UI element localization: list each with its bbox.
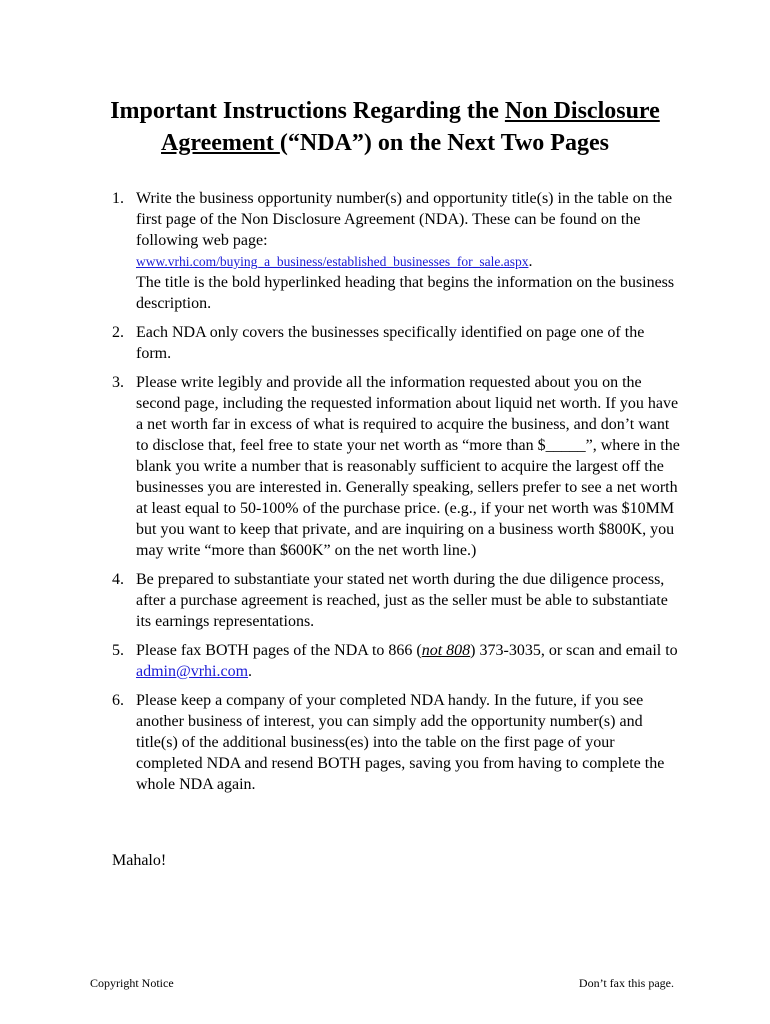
- footer-note: Don’t fax this page.: [578, 976, 674, 990]
- item-number: 4.: [112, 571, 124, 588]
- item-text: Be prepared to substantiate your stated net worth during the due diligence process, after a purchase agreement is reached, just as the seller must be able to substantiate its earnings representations.: [136, 571, 668, 630]
- item-text: Each NDA only covers the businesses specifically identified on page one of the form.: [136, 324, 645, 362]
- title-line1-underlined: Non Disclosure: [504, 98, 660, 124]
- item-number: 1.: [112, 190, 124, 207]
- list-item: [0, 690, 682, 795]
- item-number: 2.: [112, 324, 124, 341]
- title-line1-text: Important Instructions Regarding the: [110, 98, 505, 124]
- list-item: [0, 188, 682, 314]
- item-text: Please keep a company of your completed NDA handy. In the future, if you see another business of interest, you can simply add the opportunity number(s) and title(s) of the additional business(es) into the table on the first page of your completed NDA and resend BOTH pages, saving you from having to complete the whole NDA again.: [136, 692, 665, 793]
- closing-text: Mahalo!: [112, 852, 167, 869]
- list-item: [0, 322, 682, 364]
- item-number: 3.: [112, 374, 124, 391]
- list-item: [0, 569, 682, 632]
- footer-copyright: Copyright Notice: [90, 976, 174, 990]
- page-title: [60, 95, 710, 159]
- instructions-list: [0, 188, 770, 803]
- list-item: [0, 640, 682, 682]
- item-text: ) 373-3035, or scan and email to: [470, 642, 678, 659]
- link-suffix: .: [528, 253, 533, 270]
- title-line2-text: (“NDA”) on the Next Two Pages: [279, 130, 609, 156]
- listings-link[interactable]: www.vrhi.com/buying_a_business/established_businesses_for_sale.aspx: [136, 254, 529, 269]
- title-line2-underlined: Agreement: [161, 130, 280, 156]
- item-text: Please write legibly and provide all the information requested about you on the second page, including the requested information about liquid net worth. If you have a net worth far in excess of what is required to acquire the business, and don’t want to disclose that, feel free to state your net worth as “more than $_____”, where in the blank you write a number that is reasonably sufficient to acquire the largest off the businesses you are interested in. Generally speaking, sellers prefer to see a net worth at least equal to 50-100% of the purchase price. (e.g., if your net worth was $10MM but you want to keep that private, and are inquiring on a business worth $800K, you may write “more than $600K” on the net worth line.): [136, 374, 680, 559]
- item-italic: not 808: [421, 642, 471, 659]
- list-item: [0, 372, 682, 561]
- item-text: The title is the bold hyperlinked heading that begins the information on the business description.: [136, 274, 675, 312]
- item-text: .: [248, 663, 253, 680]
- item-text: Write the business opportunity number(s) and opportunity title(s) in the table on the first page of the Non Disclosure Agreement (NDA). These can be found on the following web page:: [136, 190, 673, 249]
- item-number: 6.: [112, 692, 124, 709]
- email-link[interactable]: admin@vrhi.com: [136, 663, 249, 680]
- item-number: 5.: [112, 642, 124, 659]
- item-text: Please fax BOTH pages of the NDA to 866 (: [136, 642, 422, 659]
